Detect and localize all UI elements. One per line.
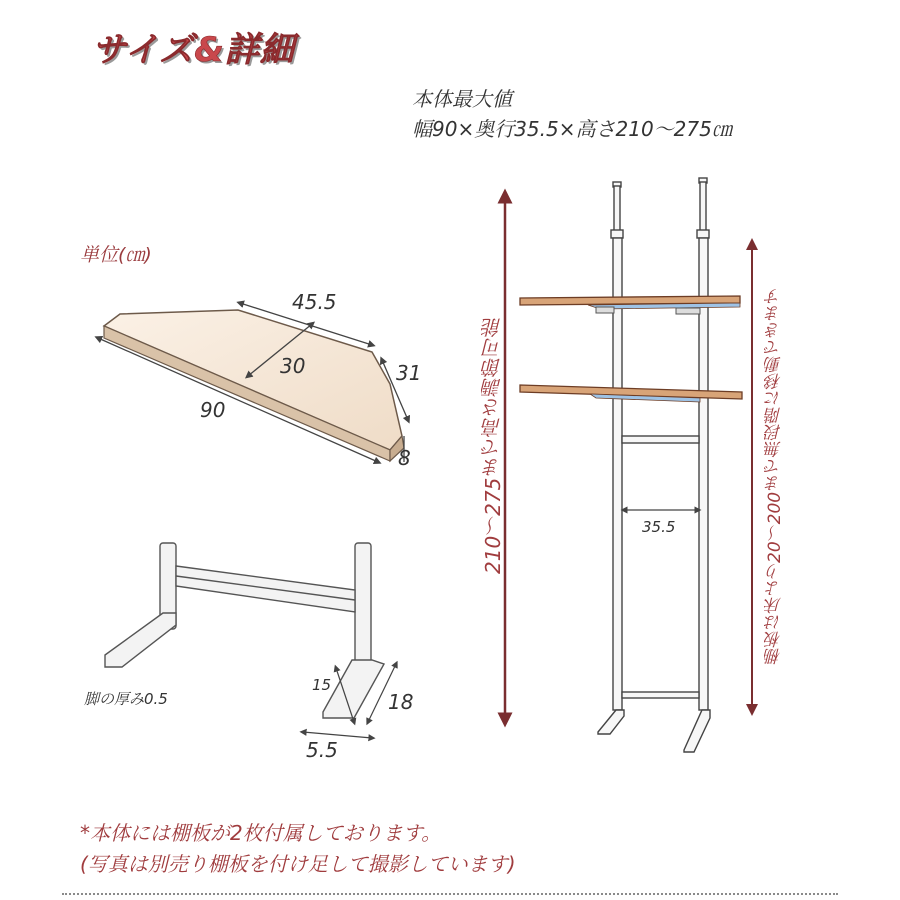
max-size-label: 本体最大値 (412, 87, 512, 111)
accessory-note (80, 818, 516, 880)
dim-label-31: 31 (396, 361, 422, 385)
dim-label-8: 8 (398, 446, 411, 470)
max-size-value: 幅90×奥行35.5×高さ210～275㎝ (412, 117, 732, 141)
corner-shelf-illustration (104, 310, 404, 461)
note-line-1: *本体には棚板が2枚付属しております。 (80, 821, 442, 845)
dim-label-45-5: 45.5 (292, 290, 337, 314)
rack-illustration (598, 178, 710, 752)
dim-label-15: 15 (312, 676, 332, 694)
dim-label-18: 18 (388, 690, 414, 714)
divider (62, 893, 838, 895)
dim-label-30: 30 (280, 354, 306, 378)
height-adjust-label: 210～275まで高さ調節可能 (481, 317, 505, 575)
unit-label: 単位(㎝) (80, 244, 152, 266)
depth-label: 35.5 (642, 518, 676, 536)
page-title: サイズ&詳細 (92, 30, 295, 70)
note-line-2: (写真は別売り棚板を付け足して撮影しています) (80, 852, 516, 876)
dim-label-90: 90 (200, 398, 226, 422)
dim-label-5-5: 5.5 (306, 738, 338, 762)
rack-shelves (520, 296, 742, 402)
shelf-move-label: 棚板は床より20～200まで無段階に移動できます (765, 287, 785, 665)
leg-thickness-label: 脚の厚み0.5 (84, 690, 168, 708)
